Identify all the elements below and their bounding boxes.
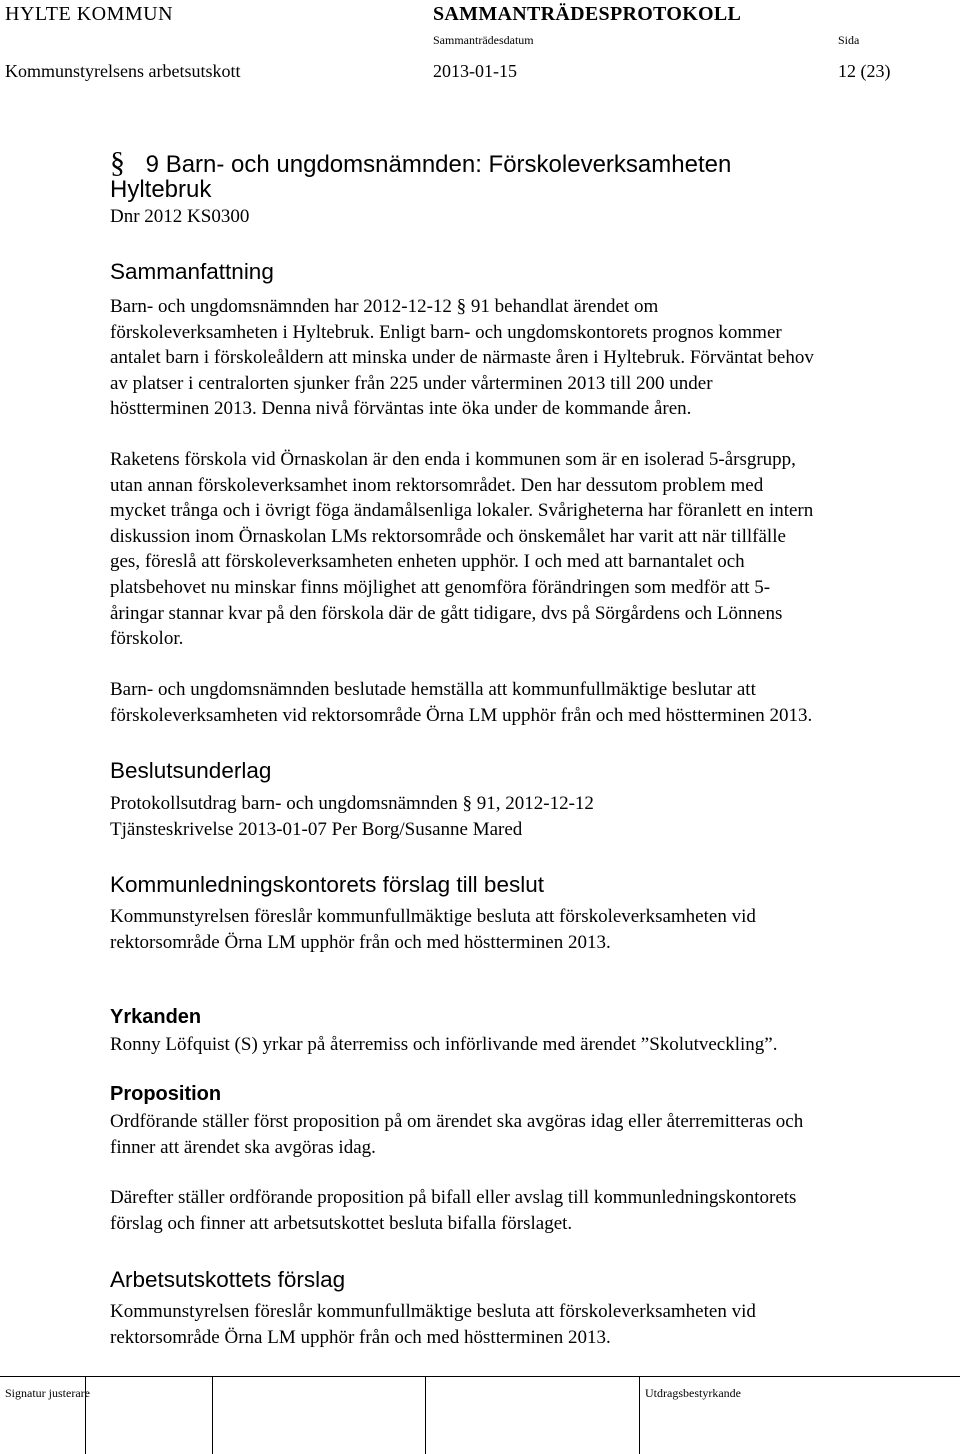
proposition-heading: Proposition bbox=[110, 1083, 222, 1105]
item-title-line1: 9 Barn- och ungdomsnämnden: Förskoleverksamheten bbox=[145, 151, 732, 178]
extract-label: Utdragsbestyrkande bbox=[645, 1386, 741, 1400]
document-type: SAMMANTRÄDESPROTOKOLL bbox=[433, 3, 742, 25]
dnr: Dnr 2012 KS0300 bbox=[110, 206, 250, 227]
page-label: Sida bbox=[838, 33, 860, 47]
committee-proposal-text: Kommunstyrelsen föreslår kommunfullmäktige besluta att förskoleverksamheten vid rektorsområde Örna LM upphör från och med höstterminen 2013. bbox=[110, 1301, 756, 1348]
summary-paragraph-1: Barn- och ungdomsnämnden har 2012-12-12 § 91 behandlat ärendet om förskoleverksamheten i Hyltebruk. Enligt barn- och ungdomskontorets prognos kommer antalet barn i förskoleåldern att minska under de närmaste åren i Hyltebruk. Förväntat behov av platser i centralorten sjunker från 225 under vårterminen 2013 till 200 under höstterminen 2013. Denna nivå förväntas inte öka under de kommande åren. bbox=[110, 296, 814, 420]
basis-list: Protokollsutdrag barn- och ungdomsnämnden § 91, 2012-12-12 Tjänsteskrivelse 2013-01-07 Per Borg/Susanne Mared bbox=[110, 793, 594, 840]
item-title bbox=[110, 146, 731, 180]
proposition-paragraph-2: Därefter ställer ordförande proposition på bifall eller avslag till kommunledningskontorets förslag och finner att arbetsutskottet besluta bifalla förslaget. bbox=[110, 1187, 797, 1234]
basis-heading: Beslutsunderlag bbox=[110, 758, 272, 783]
committee-proposal-heading: Arbetsutskottets förslag bbox=[110, 1267, 346, 1292]
signature-label: Signatur justerare bbox=[5, 1386, 90, 1400]
proposal-heading: Kommunledningskontorets förslag till beslut bbox=[110, 872, 544, 897]
summary-heading: Sammanfattning bbox=[110, 259, 274, 284]
page-number: 12 (23) bbox=[838, 61, 891, 81]
claims-text: Ronny Löfquist (S) yrkar på återremiss och införlivande med ärendet ”Skolutveckling”. bbox=[110, 1034, 778, 1055]
committee-name: Kommunstyrelsens arbetsutskott bbox=[5, 61, 241, 81]
meeting-date: 2013-01-15 bbox=[433, 61, 517, 81]
footer-cell-2 bbox=[86, 1376, 213, 1454]
item-title-line2: Hyltebruk bbox=[110, 176, 212, 203]
summary-paragraph-3: Barn- och ungdomsnämnden beslutade hemställa att kommunfullmäktige beslutar att förskoleverksamheten vid rektorsområde Örna LM upphör från och med höstterminen 2013. bbox=[110, 679, 813, 726]
org-name: HYLTE KOMMUN bbox=[5, 3, 174, 25]
footer-cell-4 bbox=[426, 1376, 640, 1454]
footer-cell-3 bbox=[213, 1376, 426, 1454]
section-symbol: § bbox=[110, 146, 125, 179]
proposition-paragraph-1: Ordförande ställer först proposition på om ärendet ska avgöras idag eller återremitteras och finner att ärendet ska avgöras idag. bbox=[110, 1111, 804, 1158]
claims-heading: Yrkanden bbox=[110, 1006, 202, 1028]
date-label: Sammanträdesdatum bbox=[433, 33, 534, 47]
proposal-text: Kommunstyrelsen föreslår kommunfullmäktige besluta att förskoleverksamheten vid rektorsområde Örna LM upphör från och med höstterminen 2013. bbox=[110, 906, 756, 953]
summary-paragraph-2: Raketens förskola vid Örnaskolan är den enda i kommunen som är en isolerad 5-årsgrupp, utan annan förskoleverksamhet inom rektorsområdet. Den har dessutom problem med mycket trånga och i övrigt föga ändamålsenliga lokaler. Svårigheterna har föranlett en intern diskussion inom Örnaskolan LMs rektorsområde och önskemålet har varit att när tillfälle ges, föreslå att förskoleverksamheten enheten upphör. I och med att barnantalet och platsbehovet nu minskar finns möjlighet att genomföra förändringen som medför att 5- åringar stannar kvar på den förskola där de gått tidigare, dvs på Sörgårdens och Lönnens förskolor. bbox=[110, 449, 814, 650]
